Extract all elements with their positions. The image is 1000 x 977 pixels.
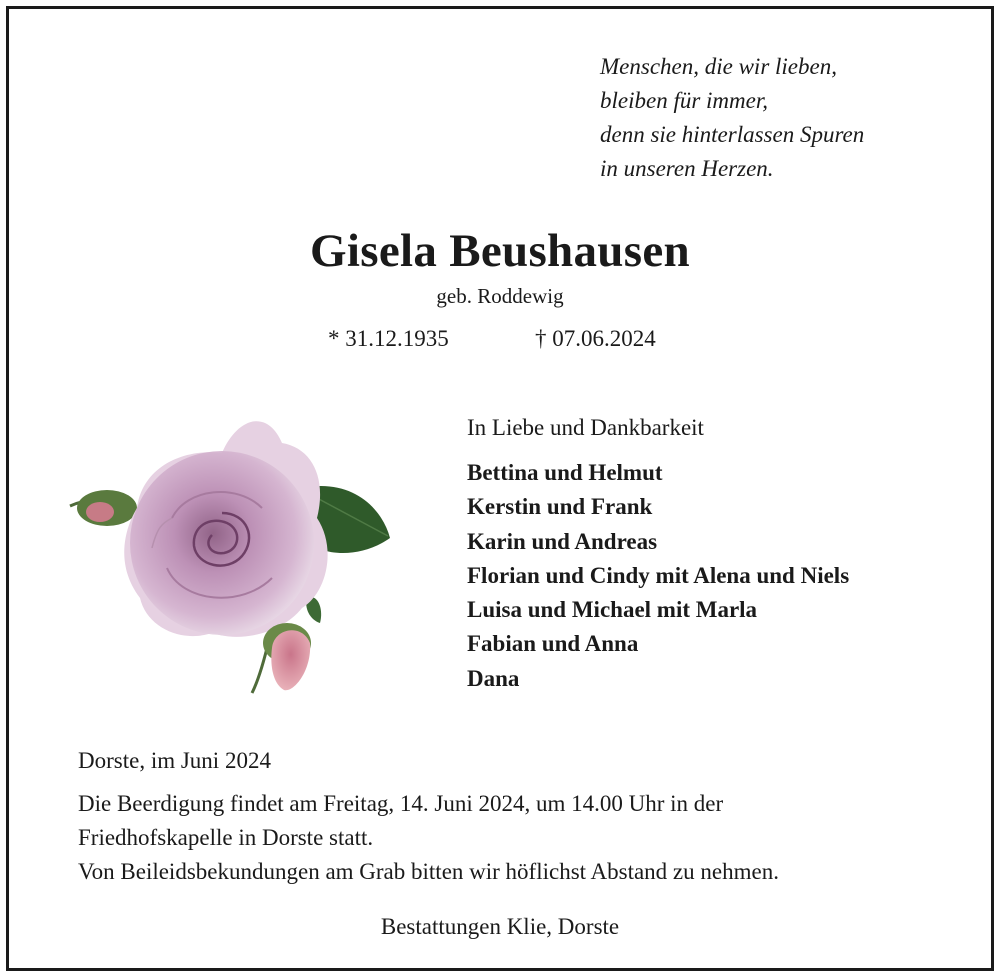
- quote-line: denn sie hinterlassen Spuren: [600, 122, 865, 147]
- pink-rose-icon: [62, 408, 394, 700]
- mourner-name: Bettina und Helmut: [467, 460, 663, 485]
- quote-line: Menschen, die wir lieben,: [600, 54, 837, 79]
- quote-line: in unseren Herzen.: [600, 156, 774, 181]
- quote-line: bleiben für immer,: [600, 88, 769, 113]
- mourner-name: Florian und Cindy mit Alena und Niels: [467, 562, 850, 588]
- funeral-info-line: Die Beerdigung findet am Freitag, 14. Juni 2024, um 14.00 Uhr in der: [78, 791, 724, 816]
- undertaker: Bestattungen Klie, Dorste: [380, 914, 620, 939]
- funeral-info-line: Friedhofskapelle in Dorste statt.: [78, 825, 374, 850]
- death-date: † 07.06.2024: [535, 326, 656, 351]
- mourners-list: [467, 456, 849, 696]
- memorial-quote: [600, 50, 864, 186]
- thanks-intro: In Liebe und Dankbarkeit: [467, 415, 704, 440]
- birth-date: * 31.12.1935: [328, 326, 449, 351]
- place-and-date: Dorste, im Juni 2024: [78, 748, 271, 773]
- deceased-name: Gisela Beushausen: [310, 225, 690, 277]
- mourner-name: Fabian und Anna: [467, 631, 639, 657]
- funeral-info-line: Von Beileidsbekundungen am Grab bitten wir höflichst Abstand zu nehmen.: [78, 859, 779, 884]
- mourner-name: Kerstin und Frank: [467, 494, 653, 520]
- maiden-name: geb. Roddewig: [436, 284, 564, 308]
- mourner-name: Dana: [467, 665, 520, 691]
- funeral-info: [78, 787, 779, 889]
- mourner-name: Luisa und Michael mit Marla: [467, 597, 758, 623]
- mourner-name: Karin und Andreas: [467, 528, 658, 554]
